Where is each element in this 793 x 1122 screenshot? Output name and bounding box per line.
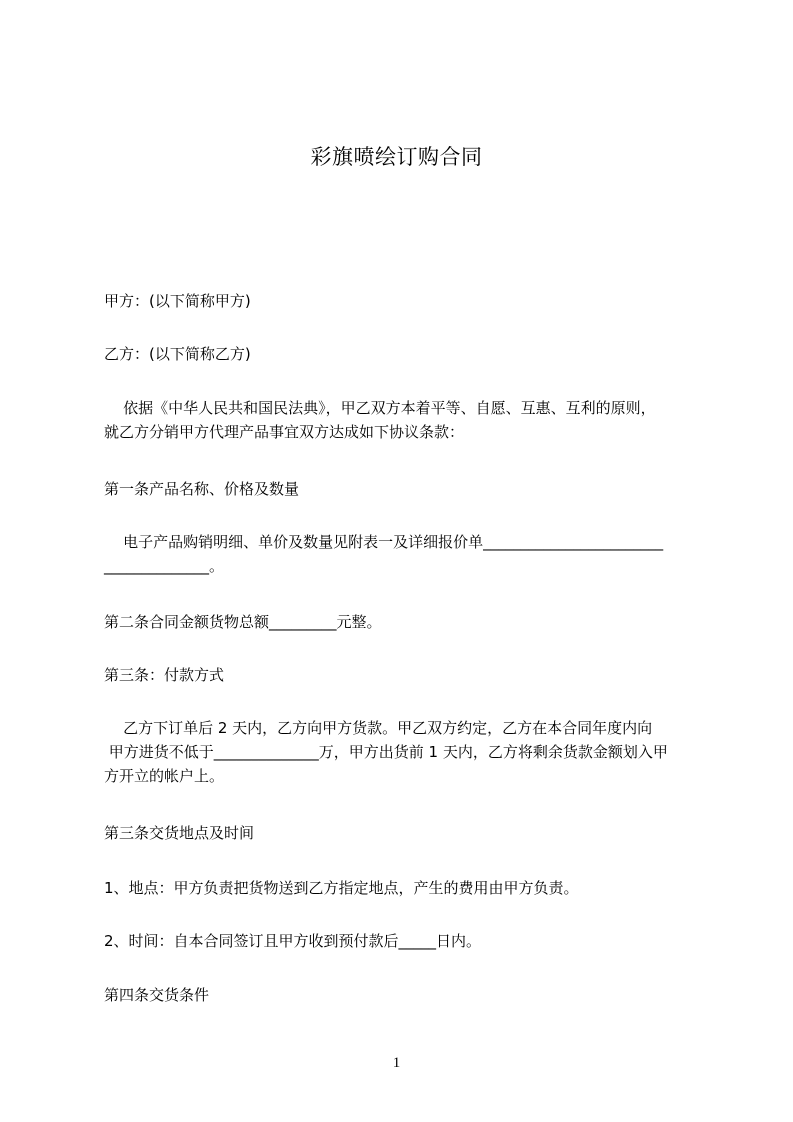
intro-paragraph <box>104 396 704 444</box>
article-1-line-1: 电子产品购销明细、单价及数量见附表一及详细报价单________________________ <box>104 533 664 551</box>
article-3-line-2: 甲方进货不低于______________万，甲方出货前 1 天内，乙方将剩余货款金额划入甲 <box>104 743 668 761</box>
intro-line-2: 就乙方分销甲方代理产品事宜双方达成如下协议条款： <box>104 423 465 441</box>
document-title: 彩旗喷绘订购合同 <box>310 145 483 169</box>
delivery-place-line: 1、地点：甲方负责把货物送到乙方指定地点，产生的费用由甲方负责。 <box>104 879 579 897</box>
delivery-time-line: 2、时间：自本合同签订且甲方收到预付款后_____日内。 <box>104 932 482 950</box>
party-a-line: 甲方：(以下简称甲方) <box>104 292 251 310</box>
party-b-line: 乙方：(以下简称乙方) <box>104 345 251 363</box>
article-3-body <box>104 716 704 788</box>
article-1-body <box>104 530 704 578</box>
intro-line-1: 依据《中华人民共和国民法典》，甲乙双方本着平等、自愿、互惠、互利的原则， <box>104 399 656 417</box>
article-3-line-1: 乙方下订单后 2 天内，乙方向甲方货款。甲乙双方约定，乙方在本合同年度内向 <box>104 719 653 737</box>
article-1-heading: 第一条产品名称、价格及数量 <box>104 480 300 498</box>
article-2-line: 第二条合同金额货物总额_________元整。 <box>104 613 382 631</box>
article-3b-heading: 第三条交货地点及时间 <box>104 824 255 842</box>
article-4-heading: 第四条交货条件 <box>104 986 210 1004</box>
article-3-line-3: 方开立的帐户上。 <box>104 767 225 785</box>
page-number: 1 <box>392 1055 401 1071</box>
article-1-line-2: ______________。 <box>104 557 225 575</box>
article-3-heading: 第三条：付款方式 <box>104 666 225 684</box>
